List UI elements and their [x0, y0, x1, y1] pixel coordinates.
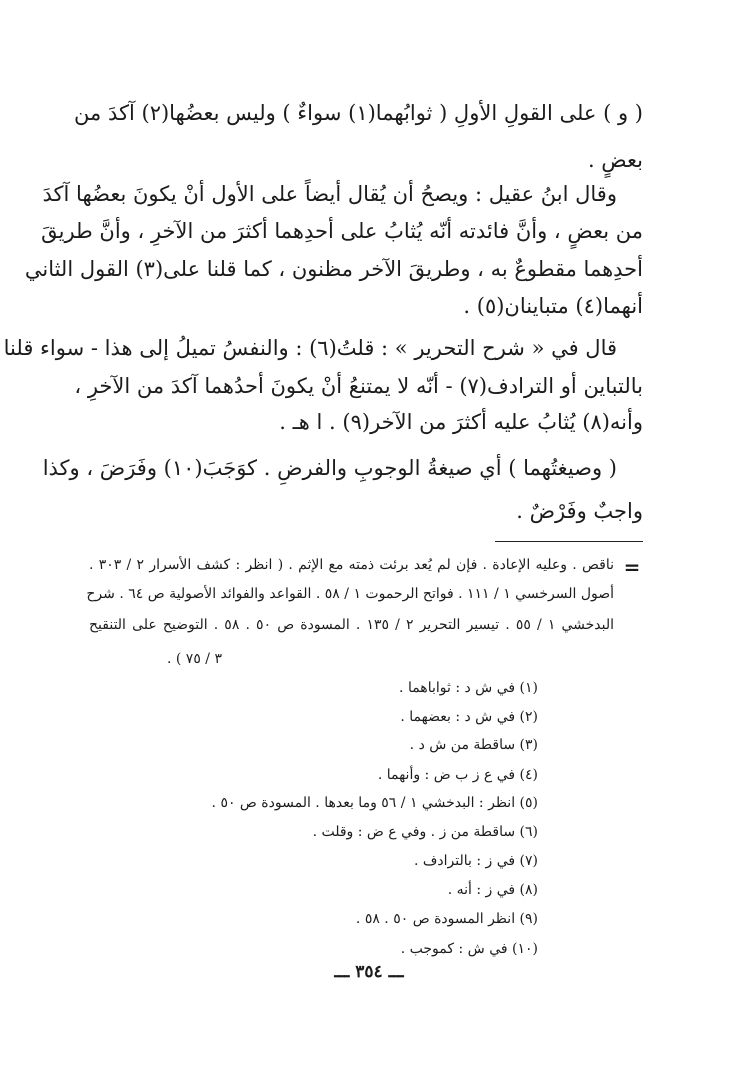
footnote-item: (٩) انظر المسودة ص ٥٠ . ٥٨ .: [355, 911, 538, 927]
footnote-item: (٤) في ع ز ب ض : وأنهما .: [377, 767, 538, 783]
footnote-item: (٢) في ش د : بعضهما .: [400, 709, 538, 725]
main-text-line: وقال ابنُ عقيل : ويصحُ أن يُقال أيضاً على الأول أنْ يكونَ بعضُها آكدَ: [42, 182, 617, 206]
footnote-item: (١) في ش د : ثواباهما .: [399, 680, 538, 696]
footnote-continuation-line: البدخشي ١ / ٥٥ . تيسير التحرير ٢ / ١٣٥ . المسودة ص ٥٠ . ٥٨ . التوضيح على التنقيح: [89, 617, 615, 633]
main-text-line: بعضٍ .: [587, 148, 643, 172]
footnote-item: (١٠) في ش : كموجب .: [400, 941, 538, 957]
footnote-item: (٧) في ز : بالترادف .: [413, 853, 538, 869]
page-number: ـــ ٣٥٤ ـــ: [334, 962, 404, 982]
main-text-line: وأنه(٨) يُثابُ عليه أكثرَ من الآخر(٩) . ا هـ .: [279, 410, 643, 434]
main-text-line: أحدِهما مقطوعٌ به ، وطريقَ الآخر مظنون ، كما قلنا على(٣) القول الثاني: [24, 257, 643, 281]
footnote-divider: [495, 541, 643, 542]
footnote-continuation-line: ٣ / ٧٥ ) .: [166, 651, 222, 667]
main-text-line: ( وصيغتُهما ) أي صيغةُ الوجوبِ والفرضِ . كوَجَبَ(١٠) وفَرَضَ ، وكذا: [42, 456, 617, 480]
main-text-line: قال في « شرح التحرير » : قلتُ(٦) : والنفسُ تميلُ إلى هذا - سواء قلنا: [3, 336, 617, 360]
footnote-item: (٥) انظر : البدخشي ١ / ٥٦ وما بعدها . المسودة ص ٥٠ .: [211, 795, 538, 811]
footnote-continuation-line: ناقص . وعليه الإعادة . فإن لم يُعد برئت ذمته مع الإثم . ( انظر : كشف الأسرار ٢ / ٣٠٣ .: [89, 557, 615, 573]
footnote-item: (٨) في ز : أنه .: [447, 882, 538, 898]
main-text-line: ( و ) على القولِ الأولِ ( ثوابُهما(١) سواءٌ ) وليس بعضُها(٢) آكدَ من: [74, 101, 643, 125]
main-text-line: واجبٌ وفَرْضٌ .: [516, 499, 643, 523]
main-text-line: من بعضٍ ، وأنَّ فائدته أنّه يُثابُ على أحدِهما أكثرَ من الآخرِ ، وأنَّ طريقَ: [41, 219, 643, 243]
main-text-line: أنهما(٤) متباينان(٥) .: [463, 294, 643, 318]
continuation-mark: =: [623, 555, 641, 579]
footnote-item: (٦) ساقطة من ز . وفي ع ض : وقلت .: [312, 824, 538, 840]
footnote-continuation-line: أصول السرخسي ١ / ١١١ . فواتح الرحموت ١ / ٥٨ . القواعد والفوائد الأصولية ص ٦٤ . شرح: [86, 586, 614, 602]
main-text-line: بالتباين أو الترادف(٧) - أنّه لا يمتنعُ أنْ يكونَ أحدُهما آكدَ من الآخرِ ،: [74, 374, 643, 398]
footnote-item: (٣) ساقطة من ش د .: [409, 737, 538, 753]
